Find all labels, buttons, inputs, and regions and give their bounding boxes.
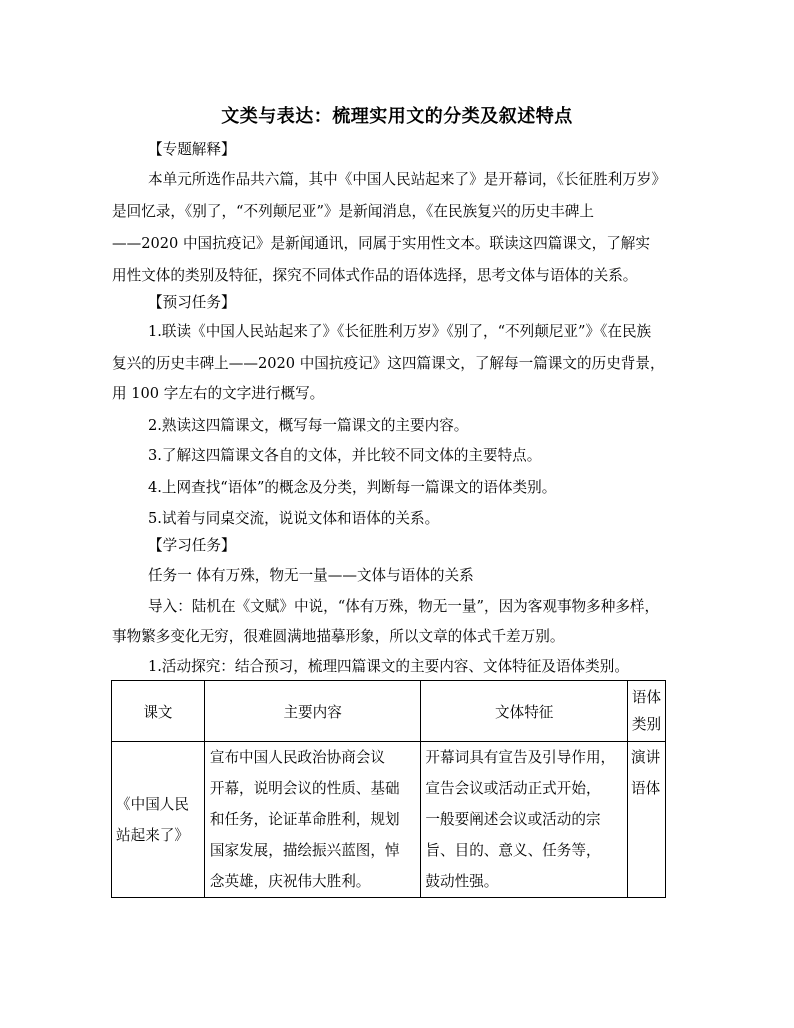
section-heading-explanation: 【专题解释】 xyxy=(148,141,236,158)
section-heading-learning: 【学习任务】 xyxy=(148,537,236,554)
page-title: 文类与表达：梳理实用文的分类及叙述特点 xyxy=(221,106,573,127)
intro-line: 导入：陆机在《文赋》中说，“体有万殊，物无一量”，因为客观事物多种多样， xyxy=(148,598,660,615)
header-cell-feature: 文体特征 xyxy=(421,681,628,742)
header-cell-style: 语体 类别 xyxy=(628,681,666,742)
preview-item-1: 1.联读《中国人民站起来了》《长征胜利万岁》《别了，“不列颠尼亚”》《在民族 xyxy=(148,323,652,340)
header-cell-text: 课文 xyxy=(112,681,205,742)
intro-line: 事物繁多变化无穷，很难圆满地描摹形象，所以文章的体式千差万别。 xyxy=(112,628,565,645)
preview-item-3: 3.了解这四篇课文各自的文体，并比较不同文体的主要特点。 xyxy=(148,447,542,464)
preview-item-1-cont: 用 100 字左右的文字进行概写。 xyxy=(112,385,325,402)
cell-text-title: 《中国人民 站起来了》 xyxy=(112,742,205,898)
task-one-title: 任务一 体有万殊，物无一量——文体与语体的关系 xyxy=(148,567,474,584)
paragraph-line: 用性文体的类别及特征，探究不同体式作品的语体选择，思考文体与语体的关系。 xyxy=(112,267,638,284)
text-comparison-table xyxy=(111,680,666,898)
preview-item-1-cont: 复兴的历史丰碑上——2020 中国抗疫记》这四篇课文，了解每一篇课文的历史背景， xyxy=(112,355,665,372)
preview-item-2: 2.熟读这四篇课文，概写每一篇课文的主要内容。 xyxy=(148,417,469,434)
cell-genre-feature: 开幕词具有宣告及引导作用， 宣告会议或活动正式开始， 一般要阐述会议或活动的宗 旨、目的、意义、任务等， 鼓动性强。 xyxy=(421,742,628,898)
preview-item-5: 5.试着与同桌交流，说说文体和语体的关系。 xyxy=(148,510,440,527)
header-cell-content: 主要内容 xyxy=(204,681,421,742)
paragraph-line: 是回忆录，《别了，“不列颠尼亚”》是新闻消息，《在民族复兴的历史丰碑上 xyxy=(112,203,594,220)
cell-main-content: 宣布中国人民政治协商会议 开幕，说明会议的性质、基础 和任务，论证革命胜利，规划 国家发展，描绘振兴蓝图，悼 念英雄，庆祝伟大胜利。 xyxy=(204,742,421,898)
paragraph-line: 本单元所选作品共六篇，其中《中国人民站起来了》是开幕词，《长征胜利万岁》 xyxy=(148,171,667,188)
preview-item-4: 4.上网查找“语体”的概念及分类，判断每一篇课文的语体类别。 xyxy=(148,479,557,496)
cell-style-category: 演讲 语体 xyxy=(628,742,666,898)
paragraph-line: ——2020 中国抗疫记》是新闻通讯，同属于实用性文本。联读这四篇课文，了解实 xyxy=(112,235,650,252)
section-heading-preview: 【预习任务】 xyxy=(148,294,236,311)
table-header-row xyxy=(112,681,666,742)
table-row xyxy=(112,742,666,898)
activity-instruction: 1.活动探究：结合预习，梳理四篇课文的主要内容、文体特征及语体类别。 xyxy=(148,658,629,675)
